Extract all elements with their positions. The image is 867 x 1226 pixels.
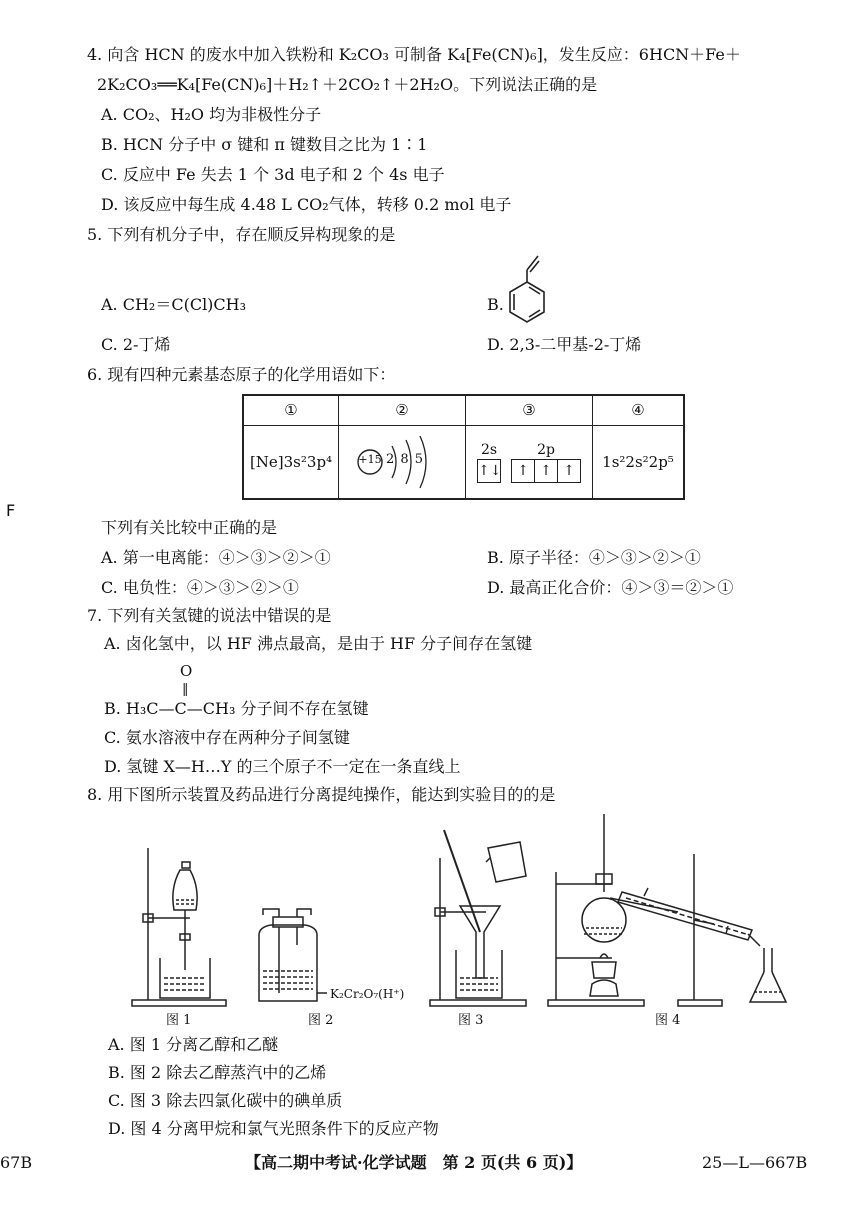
q5-option-b-label: B.: [487, 295, 504, 314]
q8-option-a: A. 图 1 分离乙醇和乙醚: [108, 1035, 279, 1054]
q5-stem: 5. 下列有机分子中，存在顺反异构现象的是: [87, 225, 396, 244]
q4-option-d: D. 该反应中每生成 4.48 L CO₂气体，转移 0.2 mol 电子: [101, 195, 512, 214]
q4-option-a: A. CO₂、H₂O 均为非极性分子: [101, 105, 322, 124]
q6-option-d: D. 最高正化合价：④＞③＝②＞①: [487, 578, 734, 597]
q7-option-a: A. 卤化氢中，以 HF 沸点最高，是由于 HF 分子间存在氢键: [104, 634, 533, 653]
cell-config-4: 1s²2s²2p⁵: [593, 425, 685, 499]
q6-option-a: A. 第一电离能：④＞③＞②＞①: [101, 548, 331, 567]
cell-orbital-diagram-3: [466, 425, 593, 499]
nucleus-charge: +15: [358, 452, 382, 466]
table-header-2: ②: [339, 395, 466, 425]
orbital-label-2s: 2s: [480, 441, 498, 458]
q8-option-d: D. 图 4 分离甲烷和氯气光照条件下的反应产物: [108, 1119, 439, 1138]
figure2-caption: 图 2: [308, 1013, 334, 1028]
figure3-filtration: [430, 828, 540, 1008]
footer-left-code: 67B: [0, 1153, 33, 1172]
q6-stem: 6. 现有四种元素基态原子的化学用语如下：: [87, 365, 396, 384]
margin-mark: F: [6, 501, 16, 520]
shell-electrons: 2 8 5: [386, 451, 425, 467]
q5-option-c: C. 2-丁烯: [101, 335, 171, 354]
q6-option-b: B. 原子半径：④＞③＞②＞①: [487, 548, 701, 567]
q8-option-b: B. 图 2 除去乙醇蒸汽中的乙烯: [108, 1063, 327, 1082]
figure4-distillation: [548, 812, 798, 1008]
figure1-separatory-funnel: [130, 840, 230, 1010]
q5-option-a: A. CH₂＝C(Cl)CH₃: [101, 295, 247, 314]
cell-config-1: [Ne]3s²3p⁴: [243, 425, 339, 499]
q8-stem: 8. 用下图所示装置及药品进行分离提纯操作，能达到实验目的的是: [87, 785, 556, 804]
cell-atom-diagram-2: [339, 425, 466, 499]
styrene-structure: [500, 252, 560, 327]
q6-option-c: C. 电负性：④＞③＞②＞①: [101, 578, 299, 597]
q7-option-c: C. 氨水溶液中存在两种分子间氢键: [104, 728, 350, 747]
footer-page-info: 【高二期中考试·化学试题 第 2 页(共 6 页)】: [245, 1153, 583, 1172]
figure2-reagent-label: K₂Cr₂O₇(H⁺): [330, 987, 405, 1001]
q7-stem: 7. 下列有关氢键的说法中错误的是: [87, 606, 332, 625]
figure2-gas-washing-bottle: [255, 905, 325, 1005]
carbonyl-oxygen: O: [180, 662, 193, 680]
orbital-box-2p: ↑ ↑ ↑: [511, 459, 581, 483]
table-header-4: ④: [593, 395, 685, 425]
orbital-box-2s: ↑↓: [477, 459, 501, 483]
q4-option-b: B. HCN 分子中 σ 键和 π 键数目之比为 1∶1: [101, 135, 428, 154]
figure1-caption: 图 1: [166, 1013, 192, 1028]
table-header-3: ③: [466, 395, 593, 425]
figure4-caption: 图 4: [655, 1013, 681, 1028]
q7-option-d: D. 氢键 X—H…Y 的三个原子不一定在一条直线上: [104, 757, 461, 776]
electron-config-table: [242, 394, 685, 500]
q4-stem-line2: 2K₂CO₃══K₄[Fe(CN)₆]＋H₂↑＋2CO₂↑＋2H₂O。下列说法正确的是: [97, 75, 598, 94]
q8-option-c: C. 图 3 除去四氯化碳中的碘单质: [108, 1091, 343, 1110]
q5-option-d: D. 2,3-二甲基-2-丁烯: [487, 335, 642, 354]
q6-sub-stem: 下列有关比较中正确的是: [101, 518, 278, 537]
carbonyl-double-bond: ‖: [182, 682, 189, 697]
figure3-caption: 图 3: [458, 1013, 484, 1028]
footer-right-code: 25—L—667B: [702, 1153, 808, 1172]
orbital-label-2p: 2p: [537, 441, 555, 458]
q4-stem-line1: 4. 向含 HCN 的废水中加入铁粉和 K₂CO₃ 可制备 K₄[Fe(CN)₆]，发生反应：6HCN＋Fe＋: [87, 45, 741, 64]
q4-option-c: C. 反应中 Fe 失去 1 个 3d 电子和 2 个 4s 电子: [101, 165, 445, 184]
table-header-1: ①: [243, 395, 339, 425]
q7-option-b: B. H₃C—C—CH₃ 分子间不存在氢键: [104, 699, 369, 718]
